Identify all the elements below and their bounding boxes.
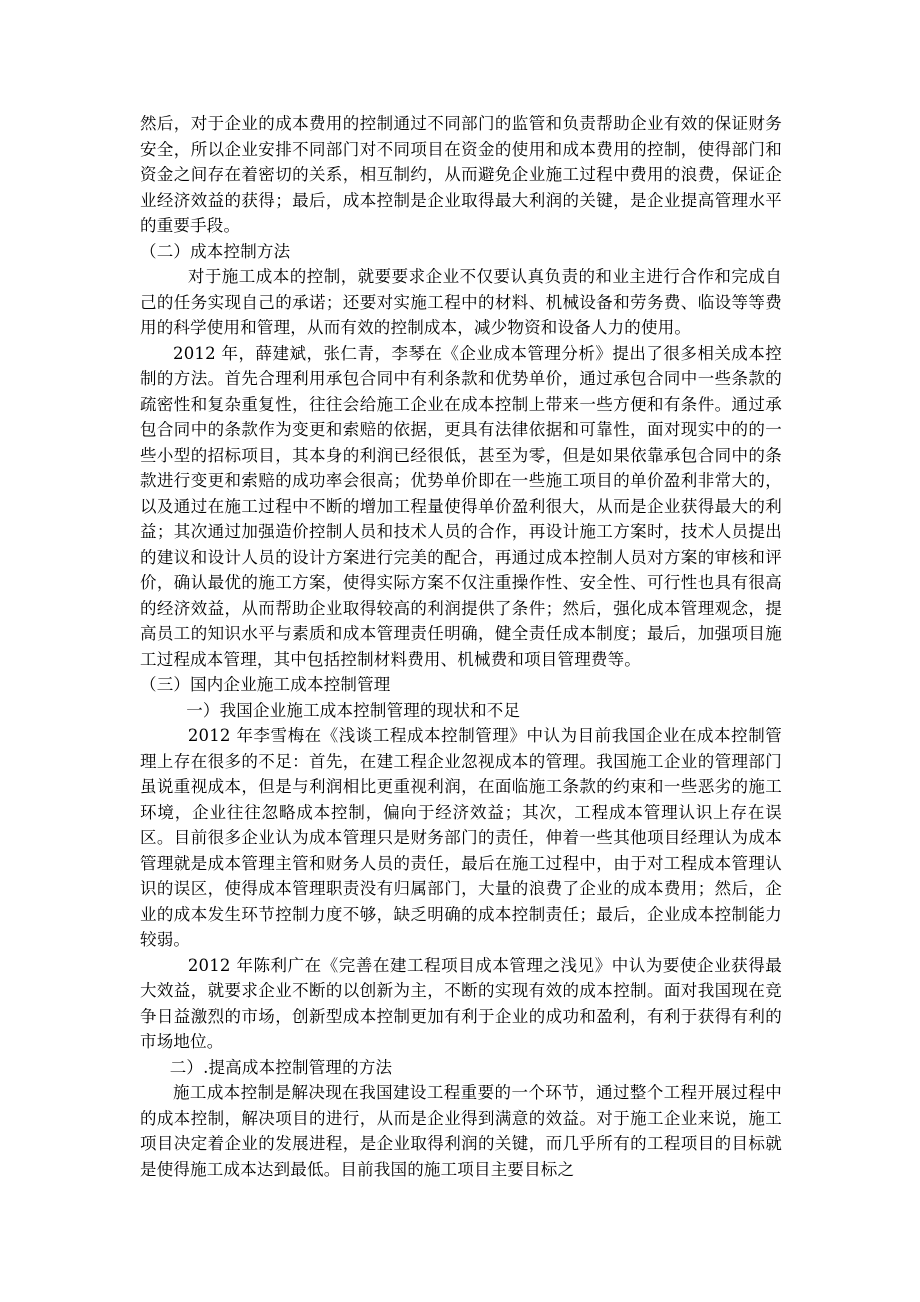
paragraph-xue-zhang-li-methods: 2012 年，薛建斌，张仁青，李琴在《企业成本管理分析》提出了很多相关成本控制的方法。首先合理利用承包合同中有利条款和优势单价，通过承包合同中一些条款的疏密性和复杂重复性，往往会给施工企业在成本控制上带来一些方便和有条件。通过承包合同中的条款作为变更和索赔的依据，更具有法律依据和可靠性，面对现实中的的一些小型的招标项目，其本身的利润已经很低，甚至为零，但是如果依靠承包合同中的条款进行变更和索赔的成功率会很高；优势单价即在一些施工项目的单价盈利非常大的，以及通过在施工过程中不断的增加工程量使得单价盈利很大，从而是企业获得最大的利益；其次通过加强造价控制人员和技术人员的合作，再设计施工方案时，技术人员提出的建议和设计人员的设计方案进行完美的配合，再通过成本控制人员对方案的审核和评价，确认最优的施工方案，使得实际方案不仅注重操作性、安全性、可行性也具有很高的经济效益，从而帮助企业取得较高的利润提供了条件；然后，强化成本管理观念，提高员工的知识水平与素质和成本管理责任明确，健全责任成本制度；最后，加强项目施工过程成本管理，其中包括控制材料费用、机械费和项目管理费等。 (140, 343, 782, 669)
paragraph-construction-cost-control-link: 施工成本控制是解决现在我国建设工程重要的一个环节，通过整个工程开展过程中的成本控制，解决项目的进行，从而是企业得到满意的效益。对于施工企业来说，施工项目决定着企业的发展进程，是企业取得利润的关键，而几乎所有的工程项目的目标就是使得施工成本达到最低。目前我国的施工项目主要目标之 (140, 1083, 782, 1179)
subsection-heading-status-and-shortcomings: 一）我国企业施工成本控制管理的现状和不足 (186, 700, 521, 720)
section-heading-cost-control-methods: （二）成本控制方法 (140, 241, 291, 261)
subsection-heading-improvement-methods: 二）.提高成本控制管理的方法 (169, 1057, 393, 1077)
document-page (140, 111, 782, 1182)
paragraph-li-xuemei-shortcomings: 2012 年李雪梅在《浅谈工程成本控制管理》中认为目前我国企业在成本控制管理上存在很多的不足：首先，在建工程企业忽视成本的管理。我国施工企业的管理部门虽说重视成本，但是与利润相比更重视利润，在面临施工条款的约束和一些恶劣的施工环境，企业往往忽略成本控制，偏向于经济效益；其次，工程成本管理认识上存在误区。目前很多企业认为成本管理只是财务部门的责任，伸着一些其他项目经理认为成本管理就是成本管理主管和财务人员的责任，最后在施工过程中，由于对工程成本管理认识的误区，使得成本管理职责没有归属部门，大量的浪费了企业的成本费用；然后，企业的成本发生环节控制力度不够，缺乏明确的成本控制责任；最后，企业成本控制能力较弱。 (140, 726, 782, 949)
section-heading-domestic-cost-control: （三）国内企业施工成本控制管理 (140, 675, 391, 694)
paragraph-cost-control-importance: 然后，对于企业的成本费用的控制通过不同部门的监管和负责帮助企业有效的保证财务安全，所以企业安排不同部门对不同项目在资金的使用和成本费用的控制，使得部门和资金之间存在着密切的关系，相互制约，从而避免企业施工过程中费用的浪费，保证企业经济效益的获得；最后，成本控制是企业取得最大利润的关键，是企业提高管理水平的重要手段。 (140, 114, 782, 235)
paragraph-chen-liguang-innovation: 2012 年陈利广在《完善在建工程项目成本管理之浅见》中认为要使企业获得最大效益，就要求企业不断的以创新为主，不断的实现有效的成本控制。面对我国现在竞争日益激烈的市场，创新型成本控制更加有利于企业的成功和盈利，有利于获得有利的市场地位。 (140, 955, 782, 1051)
paragraph-cost-control-requirements: 对于施工成本的控制，就要要求企业不仅要认真负责的和业主进行合作和完成自己的任务实现自己的承诺；还要对实施工程中的材料、机械设备和劳务费、临设等等费用的科学使用和管理，从而有效的控制成本，减少物资和设备人力的使用。 (140, 267, 782, 337)
